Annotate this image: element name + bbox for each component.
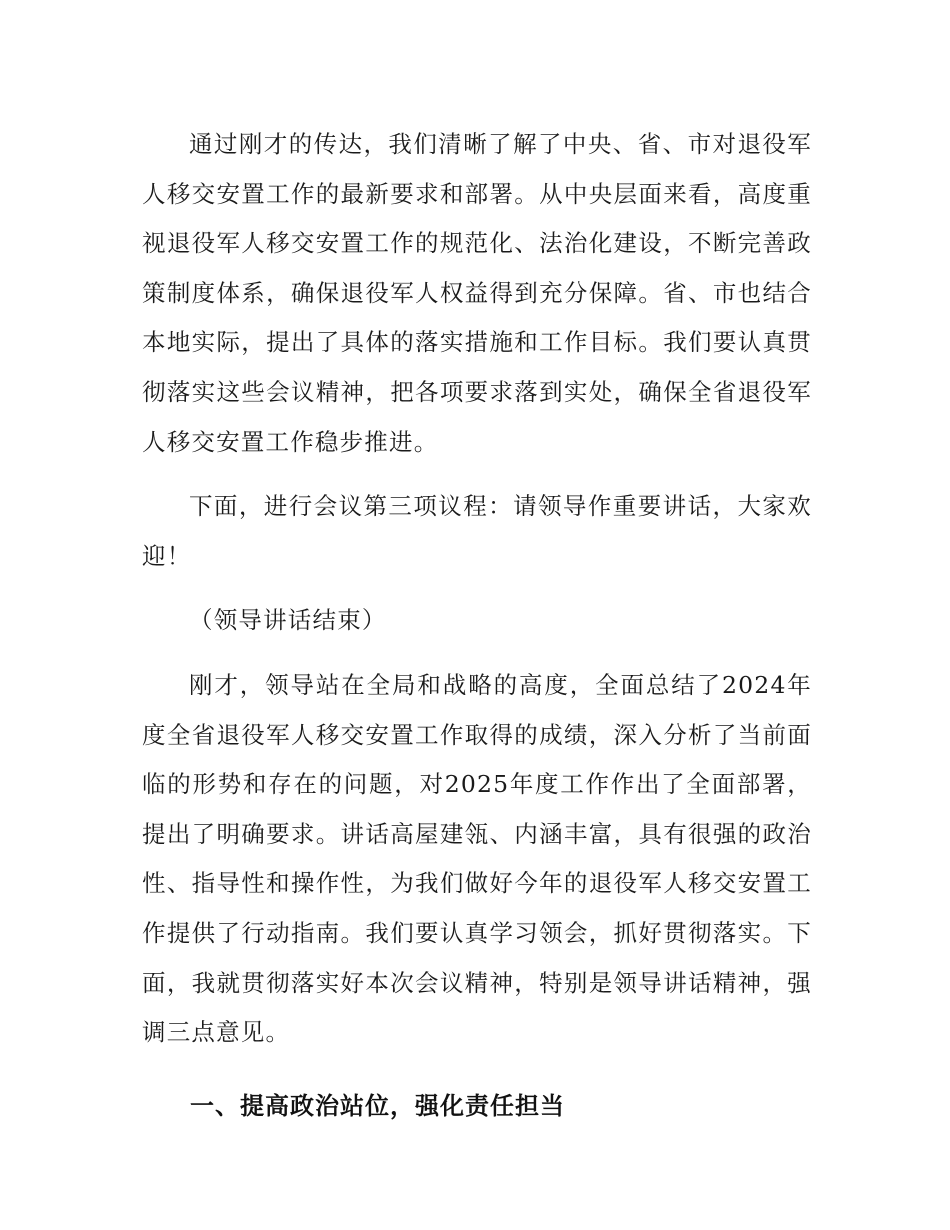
paragraph-agenda-item-three: 下面，进行会议第三项议程：请领导作重要讲话，大家欢迎！	[142, 492, 812, 570]
paragraph-speech-ended-note: （领导讲话结束）	[189, 606, 387, 635]
document-body	[142, 120, 812, 1131]
section-heading: 一、提高政治站位，强化责任担当	[190, 1091, 565, 1120]
paragraph-transmission-summary: 通过刚才的传达，我们清晰了解了中央、省、市对退役军人移交安置工作的最新要求和部署。从中央层面来看，高度重视退役军人移交安置工作的规范化、法治化建设，不断完善政策制度体系，确保退役军人权益得到充分保障。省、市也结合本地实际，提出了具体的落实措施和工作目标。我们要认真贯彻落实这些会议精神，把各项要求落到实处，确保全省退役军人移交安置工作稳步推进。	[142, 130, 812, 456]
paragraph-speech-summary: 刚才，领导站在全局和战略的高度，全面总结了2024年度全省退役军人移交安置工作取得的成绩，深入分析了当前面临的形势和存在的问题，对2025年度工作作出了全面部署，提出了明确要求。讲话高屋建瓴、内涵丰富，具有很强的政治性、指导性和操作性，为我们做好今年的退役军人移交安置工作提供了行动指南。我们要认真学习领会，抓好贯彻落实。下面，我就贯彻落实好本次会议精神，特别是领导讲话精神，强调三点意见。	[142, 670, 812, 1047]
